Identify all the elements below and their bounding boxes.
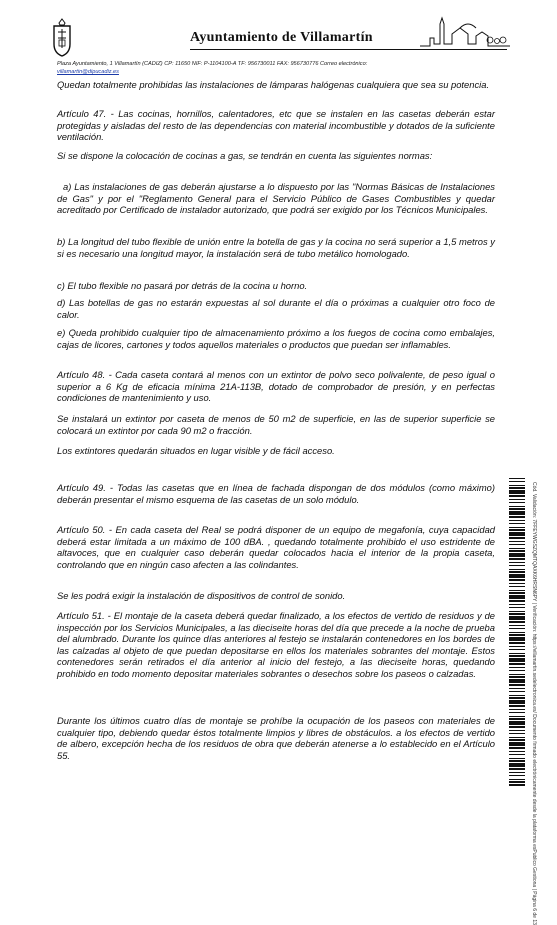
paragraph-article-50: Artículo 50. - En cada caseta del Real se podrá disponer de un equipo de megafonía, cuya capacidad deberá estar limitada a un máximo de 100 dBA. , quedando totalmente prohibido el uso estridente de altavoces, que en cualquier caso deberán quedar colocados hacia el interior de la propia caseta, controlando que en ningún caso afecten a las colindantes. — [57, 524, 495, 570]
paragraph-extintores: Los extintores quedarán situados en lugar visible y de fácil acceso. — [57, 445, 335, 456]
paragraph-item-c: c) El tubo flexible no pasará por detrás de la cocina u horno. — [57, 280, 308, 291]
verification-text: Cód. Validación: 7FFEYWGSZQMTQAXK6HRSN6PY | Verificación: https://villamartin.sedelectronica.es/ Documento firmado electrónicamente desde la plataforma esPublico Gestiona | Página 6 de 13 — [531, 482, 537, 925]
paragraph-sonido: Se les podrá exigir la instalación de dispositivos de control de sonido. — [57, 590, 346, 601]
paragraph-item-a: a) Las instalaciones de gas deberán ajustarse a lo dispuesto por las "Normas Básicas de Instalaciones de Gas" y por el "Reglamento General para el Servicio Público de Gases Combustibles y quedar acreditado por Certificado de instalador autorizado, que podrá ser exigido por los Técnicos Municipales. — [57, 181, 495, 216]
paragraph-item-b: b) La longitud del tubo flexible de unión entre la botella de gas y la cocina no será superior a 1,5 metros y si es necesario una longitud mayor, la instalación será de tubo metálico homologado. — [57, 236, 495, 259]
paragraph-montaje: Durante los últimos cuatro días de montaje se prohíbe la ocupación de los paseos con materiales de cualquier tipo, debiendo quedar éstos totalmente limpios y libres de obstáculos. a los efectos de vertido de albero, excepción hecha de los residuos de obra que deberán atenerse a lo establecido en el Artículo 55. — [57, 715, 495, 761]
coat-of-arms-icon — [50, 18, 74, 58]
paragraph-item-d: d) Las botellas de gas no estarán expuestas al sol durante el día o próximas a cualquier otro foco de calor. — [57, 297, 495, 320]
page-title: Ayuntamiento de Villamartín — [190, 30, 373, 45]
town-skyline-icon — [420, 14, 510, 48]
paragraph-article-51: Artículo 51. - El montaje de la caseta deberá quedar finalizado, a los efectos de vertido de residuos y de inspección por los Servicios Municipales, a las dieciseite horas del día que precede a la noche de prueba del alumbrado. Durante los quince días anteriores al festejo se instalarán contenedores en los bordes de las calzadas al objeto de que puedan depositarse en ellos los materiales sobrantes del montaje. Estos contenedores serán retirados el día anterior al inicio del festejo, a las dieciseite horas, quedando prohibido en todo momento depositar materiales sobrantes o desechos sobre los paseos o calzadas. — [57, 610, 495, 679]
paragraph-1: Quedan totalmente prohibidas las instalaciones de lámparas halógenas cualquiera que sea su potencia. — [57, 79, 490, 90]
paragraph-article-48: Artículo 48. - Cada caseta contará al menos con un extintor de polvo seco polivalente, de peso igual o superior a 6 Kg de eficacia mínima 21A-113B, dotado de comprobador de presión, y en perfectas condiciones de mantenimiento y uso. — [57, 369, 495, 404]
address-line: Plaza Ayuntamiento, 1 Villamartín (CADIZ) CP: 11650 NIF: P-1104100-A TF: 956730011 FAX: 956730776 Correo electrónico: — [57, 61, 368, 67]
barcode — [509, 478, 525, 786]
paragraph-item-e: e) Queda prohibido cualquier tipo de almacenamiento próximo a los fuegos de cocina como embalajes, cajas de licores, cartones y todos aquellos materiales o productos que puedan ser inflamables. — [57, 327, 495, 350]
paragraph-article-49: Artículo 49. - Todas las casetas que en línea de fachada dispongan de dos módulos (como máximo) deberán presentar el mismo esquema de las casetas de un solo módulo. — [57, 482, 495, 505]
paragraph-article-47: Artículo 47. - Las cocinas, hornillos, calentadores, etc que se instalen en las casetas deberán estar protegidas y aisladas del resto de las dependencias con material incombustible y dotados de la suficiente ventilación. — [57, 108, 495, 143]
paragraph-extintor-caseta: Se instalará un extintor por caseta de menos de 50 m2 de superficie, en las de superior superficie se colocará un extintor por cada 90 m2 o fracción. — [57, 413, 495, 436]
paragraph-gas-norms: Si se dispone la colocación de cocinas a gas, se tendrán en cuenta las siguientes normas: — [57, 150, 433, 161]
email-link[interactable]: villamartin@dipucadiz.es — [57, 69, 119, 75]
header-divider — [190, 49, 507, 50]
